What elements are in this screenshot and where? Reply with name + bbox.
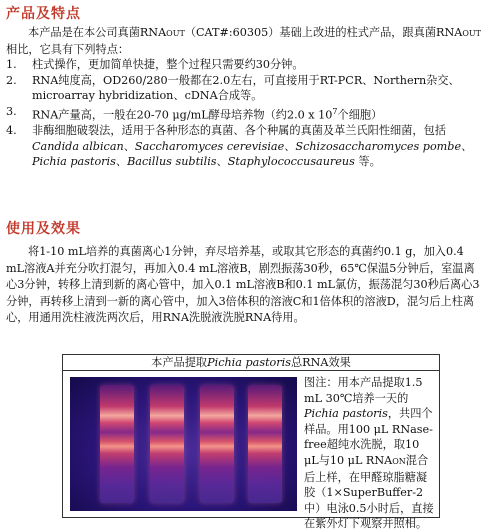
gel-lane bbox=[100, 385, 134, 503]
species-name: Schizosaccharomyces pombe bbox=[295, 139, 462, 153]
species-name: Pichia pastoris bbox=[32, 155, 116, 169]
intro-subscript-2: OUT bbox=[462, 29, 481, 38]
gel-image bbox=[70, 377, 297, 511]
feature-item bbox=[6, 123, 481, 170]
figure-legend bbox=[304, 375, 436, 532]
feature-item bbox=[6, 73, 481, 104]
caption-text-a: 本产品提取 bbox=[151, 356, 208, 369]
section-heading-usage: 使用及效果 bbox=[6, 221, 81, 237]
feature-text-part: 等。 bbox=[354, 155, 381, 169]
intro-text-a: 本产品是在本公司真菌RNA bbox=[28, 26, 167, 39]
figure-box bbox=[62, 370, 440, 531]
intro-text-c: 相比，它具有下列特点： bbox=[6, 42, 130, 56]
feature-text-part: 个细胞） bbox=[337, 108, 383, 122]
feature-number: 4. bbox=[6, 124, 17, 138]
feature-number: 1. bbox=[6, 58, 17, 71]
section-heading-features: 产品及特点 bbox=[6, 6, 81, 22]
legend-text-b: ，共四个样品。用100 μL RNase-free超纯水洗脱，取10 μL与10 μL RNA bbox=[304, 407, 433, 467]
feature-text-part: 非酶细胞破裂法，适用于各种形态的真菌、各个种属的真菌及革兰氏阳性细菌，包括 bbox=[32, 124, 446, 138]
feature-list bbox=[6, 57, 481, 170]
feature-text bbox=[32, 104, 481, 123]
gel-lane bbox=[248, 385, 282, 503]
legend-subscript: ON bbox=[392, 456, 406, 466]
intro-subscript: OUT bbox=[166, 29, 185, 38]
intro-paragraph bbox=[6, 25, 481, 57]
feature-text-part: RNA产量高，一般在20-70 μg/mL酵母培养物（约2.0 x 10 bbox=[32, 108, 333, 122]
legend-text-a: 图注：用本产品提取1.5 mL 30℃培养一天的 bbox=[304, 376, 423, 405]
legend-text-c: 混合后上样，在甲醛琼脂糖凝胶（1×SuperBuffer-2中）电泳0.5小时后，直接在紫外灯下观察并照相。 bbox=[304, 453, 434, 531]
species-name: Saccharomyces cerevisiae bbox=[134, 139, 285, 153]
feature-text: 非酶细胞破裂法，适用于各种形态的真菌、各个种属的真菌及革兰氏阳性细菌，包括Candida albican、Saccharomyces cerevisiae、Schizosaccharomyces pombe、Pichia pastoris、Bacillus subtilis、Staphylococcusaureus 等。 bbox=[32, 124, 473, 169]
feature-item bbox=[6, 104, 481, 123]
feature-number: 3. bbox=[6, 104, 17, 118]
feature-number: 2. bbox=[6, 73, 17, 87]
species-name: Bacillus subtilis bbox=[127, 155, 217, 169]
feature-text: 柱式操作，更加简单快捷，整个过程只需要约30分钟。 bbox=[32, 58, 304, 71]
feature-item bbox=[6, 57, 481, 73]
caption-text-b: 总RNA效果 bbox=[290, 356, 351, 369]
species-name: Staphylococcusaureus bbox=[227, 155, 355, 169]
figure-caption bbox=[62, 354, 440, 371]
intro-text-b: （CAT#:60305）基础上改进的柱式产品，跟真菌RNA bbox=[184, 26, 463, 39]
species-name: Candida albican bbox=[32, 139, 124, 153]
feature-text: RNA纯度高，OD260/280一般都在2.0左右，可直接用于RT-PCR、Northern杂交、microarray hybridization、cDNA合成等。 bbox=[32, 73, 460, 103]
gel-lane bbox=[200, 385, 234, 503]
feature-superscript: 7 bbox=[332, 106, 338, 116]
caption-species: Pichia pastoris bbox=[207, 356, 291, 369]
legend-species: Pichia pastoris bbox=[304, 407, 388, 421]
usage-paragraph: 将1-10 mL培养的真菌离心1分钟，弃尽培养基，或取其它形态的真菌约0.1 g，加入0.4 mL溶液A并充分吹打混匀，再加入0.4 mL溶液B，剧烈振荡30秒，65℃保温5分钟后，室温离心3分钟，转移上清到新的离心管中，加入0.1 mL溶液B和0.1 mL氯仿，振荡混匀30秒后离心3分钟，再转移上清到一新的离心管中，加入3倍体积的溶液C和1倍体积的溶液D，混匀后上柱离心，用通用洗柱液洗两次后，用RNA洗脱液洗脱RNA待用。 bbox=[6, 245, 480, 325]
gel-lane bbox=[150, 385, 184, 503]
